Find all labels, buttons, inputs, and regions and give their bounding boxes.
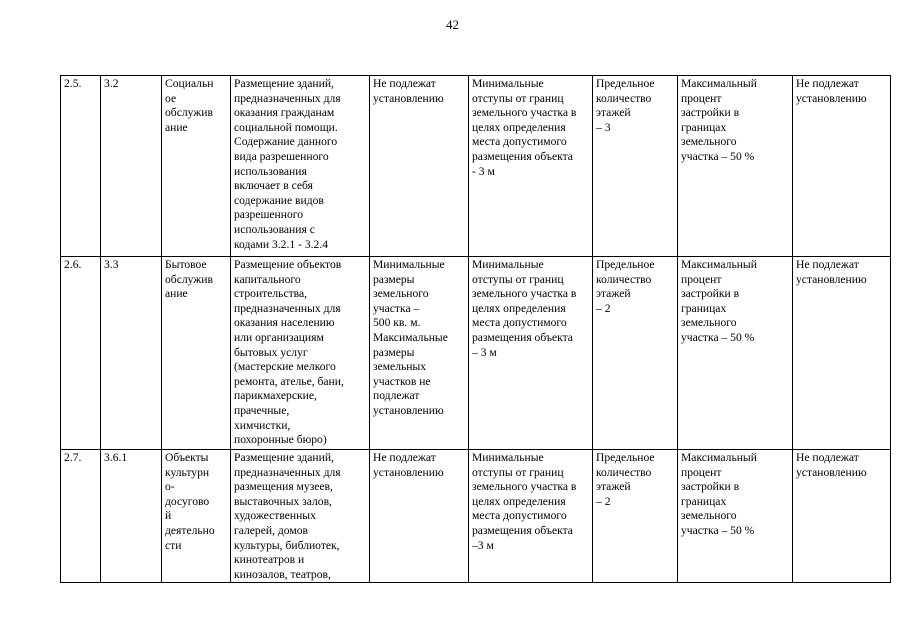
table-row [61,76,891,257]
use-code-cell: 3.3 [101,257,162,450]
row-number-cell: 2.6. [61,257,101,450]
regulations-table [60,75,891,583]
use-name-cell: Бытовое обслужив ание [162,257,231,450]
table-row [61,257,891,450]
setbacks-cell: Минимальные отступы от границ земельного участка в целях определения места допустимого размещения объекта - 3 м [469,76,593,257]
use-description-cell: Размещение объектов капитального строительства, предназначенных для оказания населению или организациям бытовых услуг (мастерские мелкого ремонта, ателье, бани, парикмахерские, прачечные, химчистки, похоронные бюро) [231,257,370,450]
other-params-cell: Не подлежат установлению [793,257,891,450]
floors-cell: Предельное количество этажей – 2 [593,257,678,450]
floors-cell: Предельное количество этажей – 3 [593,76,678,257]
other-params-cell: Не подлежат установлению [793,76,891,257]
use-description-cell: Размещение зданий, предназначенных для оказания гражданам социальной помощи. Содержание данного вида разрешенного использования включает в себя содержание видов разрешенного использования с кодами 3.2.1 - 3.2.4 [231,76,370,257]
coverage-cell: Максимальный процент застройки в границах земельного участка – 50 % [678,257,793,450]
setbacks-cell: Минимальные отступы от границ земельного участка в целях определения места допустимого размещения объекта –3 м [469,450,593,583]
page-number: 42 [446,17,459,32]
use-code-cell: 3.6.1 [101,450,162,583]
coverage-cell: Максимальный процент застройки в границах земельного участка – 50 % [678,450,793,583]
other-params-cell: Не подлежат установлению [793,450,891,583]
row-number-cell: 2.7. [61,450,101,583]
plot-size-cell: Не подлежат установлению [370,76,469,257]
use-name-cell: Объекты культурн о- досугово й деятельно сти [162,450,231,583]
row-number-cell: 2.5. [61,76,101,257]
coverage-cell: Максимальный процент застройки в границах земельного участка – 50 % [678,76,793,257]
plot-size-cell: Минимальные размеры земельного участка – 500 кв. м. Максимальные размеры земельных участков не подлежат установлению [370,257,469,450]
table-row [61,450,891,583]
plot-size-cell: Не подлежат установлению [370,450,469,583]
use-code-cell: 3.2 [101,76,162,257]
use-name-cell: Социальн ое обслужив ание [162,76,231,257]
use-description-cell: Размещение зданий, предназначенных для размещения музеев, выставочных залов, художественных галерей, домов культуры, библиотек, кинотеатров и кинозалов, театров, [231,450,370,583]
floors-cell: Предельное количество этажей – 2 [593,450,678,583]
setbacks-cell: Минимальные отступы от границ земельного участка в целях определения места допустимого размещения объекта – 3 м [469,257,593,450]
